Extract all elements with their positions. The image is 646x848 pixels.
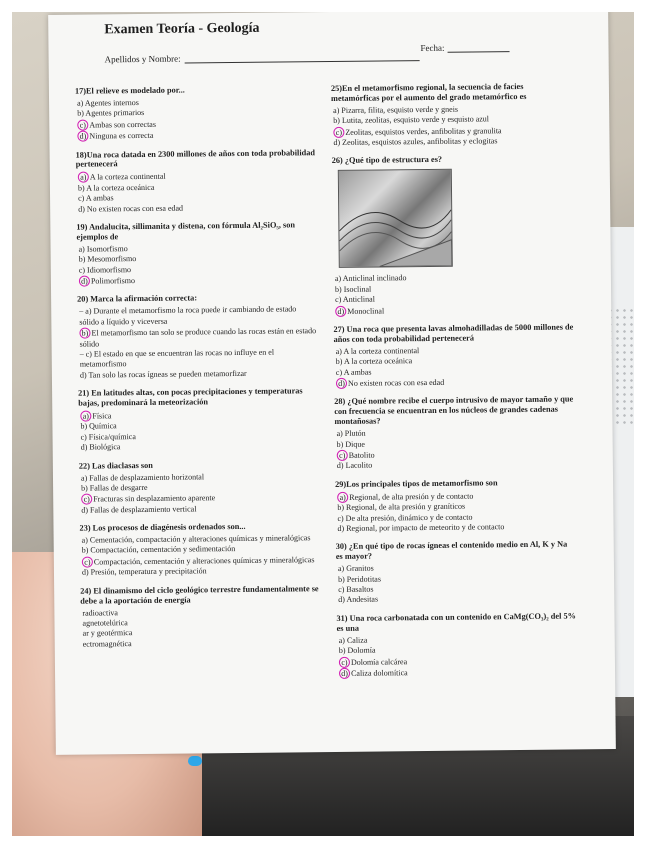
option-text: a) Fallas de desplazamiento horizontal [80,471,205,483]
option [335,521,575,534]
option-circled [333,303,573,317]
option-circled [337,665,577,679]
question-title: 30) ¿En qué tipo de rocas ígneas el contenido medio en Al, K y Na es mayor? [335,539,568,562]
option-letter: a) [337,492,348,503]
exam-title: Examen Teoría - Geología [104,20,260,38]
question-title: 23) Los procesos de diagénesis ordenados son... [79,522,246,533]
question-title: 28) ¿Qué nombre recibe el cuerpo intrusivo de mayor tamaño y que con frecuencia se encuentran en los núcleos de grandes cadenas montañosas? [334,394,574,427]
date-line [447,43,509,53]
question [76,148,317,215]
option-text: Batolito [348,450,375,460]
question [331,81,572,148]
option-letter: a) [78,172,89,183]
option [331,136,571,149]
question [336,540,577,606]
option-text: a) Anticlinal inclinado [334,273,407,284]
option-letter: d) [336,378,347,389]
option-text: – a) Durante el metamorfismo la roca puede ir cambiando de estado sólido a líquido y viceversa [79,304,297,327]
option-circled [77,325,317,349]
option-text: b) Peridotitas [338,574,382,584]
option-letter: d) [77,131,88,142]
option-text: Zeolitas, esquistos verdes, anfibolitas y granulita [345,125,502,137]
option [335,459,575,472]
question-title: 21) En latitudes altas, con pocas precipitaciones y temperaturas bajas, predominará la meteorización [78,386,303,408]
option-text: Ninguna es correcta [89,130,154,141]
option-text: b) A la corteza oceánica [77,182,155,193]
option [336,593,576,606]
question [80,584,321,650]
option-text: – c) El estado en que se encuentran las rocas no influye en el metamorfismo [79,347,275,369]
option [78,347,318,370]
photo-background [12,12,634,836]
option-text: b) Isoclinal [334,284,372,294]
option-text: a) Granitos [337,563,374,574]
option-text: Física [92,411,112,421]
option-text: c) Basaltos [338,584,374,595]
question-title: 20) Marca la afirmación correcta: [77,293,198,305]
option-text: agnetotelúrica [82,618,128,628]
option-letter: d) [79,276,90,287]
question [336,611,577,679]
option-letter: a) [80,411,91,422]
option-circled [334,376,574,390]
option-letter: c) [333,127,344,138]
question-title: 29)Los principales tipos de metamorfismo son [335,478,498,489]
option-letter: c) [337,450,348,461]
option-text: c) A ambas [335,367,372,377]
option-text: c) De alta presión, dinámico y de contacto [337,512,473,523]
question-title: 26) ¿Qué tipo de estructura es? [331,155,443,166]
option-text: A la corteza continental [89,172,166,182]
question [334,395,575,472]
option-text: c) Física/química [80,431,136,442]
question [77,293,318,381]
option-text: d) Fallas de desplazamiento vertical [81,504,197,515]
option-text: d) No existen rocas con esa edad [78,203,184,214]
question-title: 27) Una roca que presenta lavas almohadilladas de 5000 millones de años con toda probabilidad pertenecerá [333,322,574,344]
option-text: a) Isomorfismo [78,244,128,254]
option-text: d) Tan solo las rocas ígneas se pueden metamorfizar [79,368,247,380]
question [76,220,317,287]
option-text: Monoclinal [347,306,385,316]
option [78,368,318,381]
option-text: d) Biológica [80,442,121,452]
exam-sheet [48,12,616,755]
fold-structure-diagram [338,169,453,268]
option-text: b) Mesomorfismo [78,254,137,264]
option [77,305,317,328]
option-text: b) Agentes primarios [77,108,145,118]
option-text: Polimorfismo [90,276,135,286]
question [79,521,320,578]
option-text: b) Lutita, zeolitas, esquisto verde y esquisto azul [333,114,490,126]
question-title: 19) Andalucita, sillimanita y distena, con fórmula Al₂SiO₅, son ejemplos de [76,220,296,242]
option-text: a) Agentes internos [77,97,139,108]
option-text: b) Dolomía [338,645,376,656]
option-text: El metamorfismo tan solo se produce cuando las rocas están en estado sólido [79,326,317,349]
question [333,322,574,389]
option-text: a) A la corteza continental [335,345,420,356]
option-letter: d) [339,668,350,679]
question [335,477,576,534]
option-text: a) Plutón [336,428,366,439]
option-text: b) Química [80,421,117,432]
option [79,440,319,453]
question-title: 22) Las diaclasas son [78,460,153,471]
option [76,202,316,215]
option-text: d) Regional, por impacto de meteorito y de contacto [337,522,505,533]
question [332,154,574,317]
option-text: radioactiva [82,607,118,618]
option-text: c) Idiomorfismo [78,264,132,275]
name-field [105,51,420,64]
option-text: Caliza dolomítica [351,668,408,678]
option-text: b) Dique [336,439,365,449]
option-letter: c) [82,556,93,567]
option [80,565,320,578]
option-text: b) Compactación, cementación y sedimentación [81,544,236,556]
question [75,84,316,142]
option-text: b) A la corteza oceánica [335,356,413,367]
question-title: 24) El dinamismo del ciclo geológico terrestre fundamentalmente se debe a la aportación de energía [80,583,319,606]
option-text: d) Andesitas [338,594,379,605]
question-title: 25)En el metamorfismo regional, la secuencia de facies metamórficas por el aumento del grado metamórfico es [330,81,527,103]
option-text: ectromagnética [82,638,132,649]
option-text: c) A ambas [78,193,114,203]
option-text: d) Zeolitas, esquistos azules, anfibolitas y eclogitas [333,136,498,148]
option-text: a) Cementación, compactación y alteraciones químicas y mineralógicas [81,533,311,545]
date-label: Fecha: [420,42,445,54]
option-text: b) Regional, de alta presión y graníticos [337,501,466,513]
option-text: No existen rocas con esa edad [347,377,445,388]
painted-nail-small [188,756,202,766]
question [79,459,320,516]
option-text: c) Anticlinal [335,294,375,305]
question-title: 31) Una roca carbonatada con un contenido en CaMg(CO₃)₂ del 5% es una [336,611,576,633]
option-letter: c) [339,656,350,667]
option-text: d) Lacolito [336,461,373,471]
question-title: 17)El relieve es modelado por... [74,85,185,96]
name-label: Apellidos y Nombre: [104,53,181,65]
question-title: 18)Una roca datada en 2300 millones de años con toda probabilidad pertenecerá [75,147,316,170]
option-text: Ambas son correctas [89,119,156,130]
option-letter: c) [77,119,88,130]
option-circled [75,128,315,142]
option [79,503,319,516]
option-text: a) Pizarra, filita, esquisto verde y gneis [333,104,459,115]
option-letter: c) [81,494,92,505]
name-line [185,52,420,63]
right-column [331,81,577,687]
option-text: Fracturas sin desplazamiento aparente [93,493,216,504]
question [78,386,319,453]
option-text: a) Caliza [338,635,368,645]
option-text: b) Fallas de desgarre [81,482,148,493]
date-field [420,42,509,53]
option-letter: d) [335,305,346,316]
option-text: Regional, de alta presión y de contacto [349,491,474,502]
option-text: d) Presión, temperatura y precipitación [81,566,207,577]
option-text: Dolomía calcárea [350,656,408,667]
option-circled [77,273,317,287]
left-column [75,84,321,658]
option-letter: b) [79,328,90,339]
option [81,637,321,650]
option-text: Compactación, cementación y alteraciones químicas y mineralógicas [93,555,315,567]
option-text: ar y geotérmica [82,628,133,638]
